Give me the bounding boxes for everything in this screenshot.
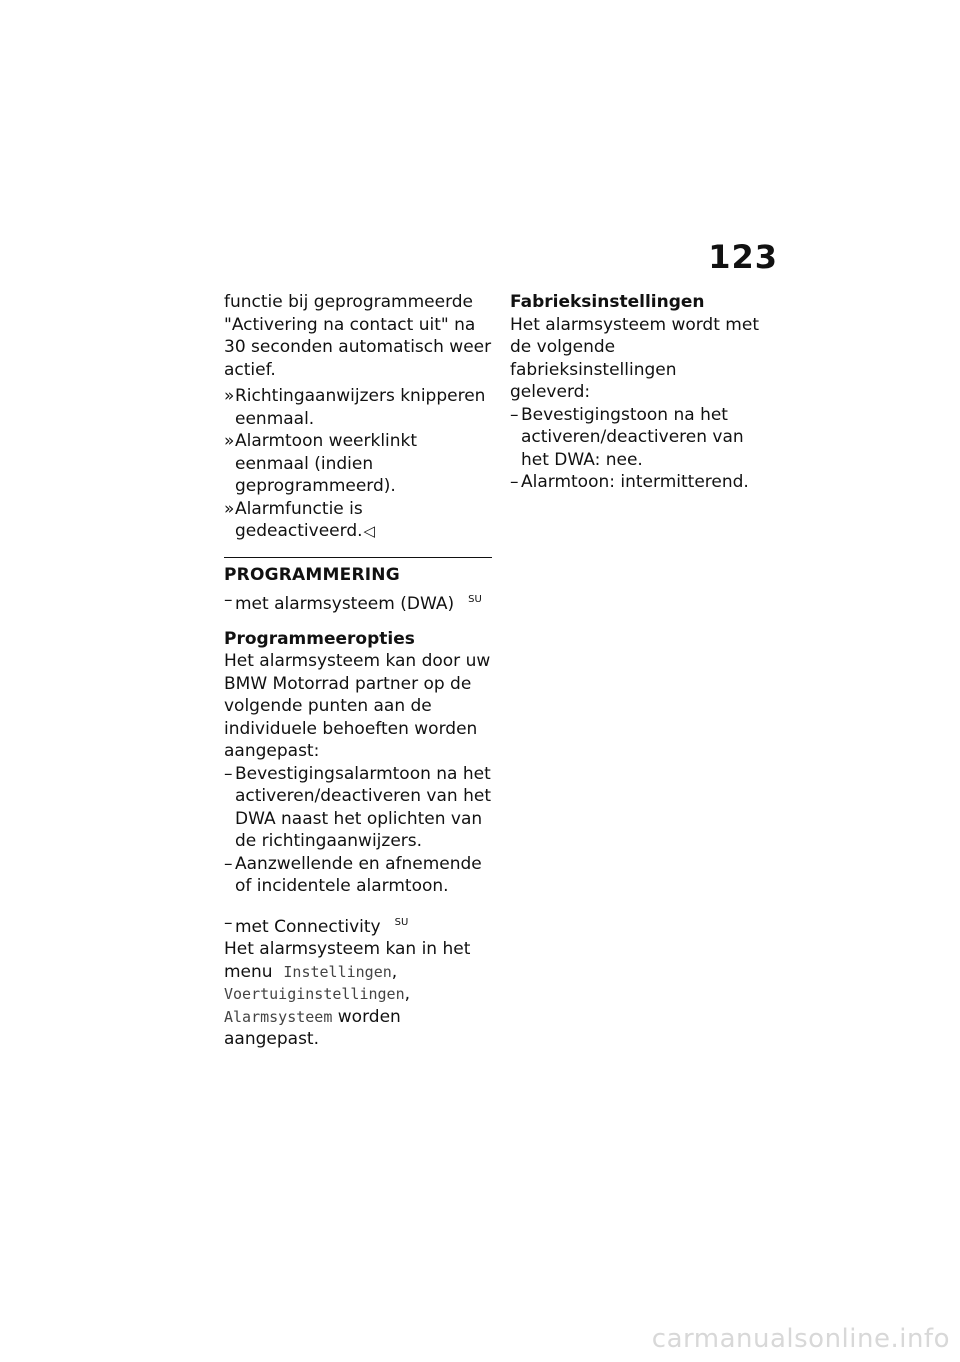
special-equipment-badge: SU bbox=[394, 916, 409, 928]
menu-suffix: worden aangepast. bbox=[224, 1006, 401, 1049]
menu-path-paragraph bbox=[224, 938, 492, 1051]
factory-settings-heading: Fabrieksinstellingen bbox=[510, 292, 705, 312]
equipment-note-dwa bbox=[224, 589, 492, 616]
equipment-text: met alarmsysteem (DWA) bbox=[235, 594, 455, 614]
equipment-text: met Connectivity bbox=[235, 916, 381, 937]
menu-prefix: Het alarmsysteem kan in het menu bbox=[224, 939, 471, 982]
menu-separator: , bbox=[391, 961, 398, 982]
result-item: » Richtingaanwijzers knipperen eenmaal. bbox=[224, 385, 492, 430]
list-item: – Bevestigingsalarmtoon na het activeren/deactiveren van het DWA naast het oplichten van de richtingaanwijzers. bbox=[224, 763, 492, 853]
options-intro: Het alarmsysteem kan door uw BMW Motorrad partner op de volgende punten aan de individuele behoeften worden aangepast: bbox=[224, 651, 491, 761]
intro-paragraph: functie bij geprogrammeerde "Activering na contact uit" na 30 seconden automatisch weer actief. bbox=[224, 292, 492, 380]
section-heading: PROGRAMMERING bbox=[224, 564, 400, 585]
list-item: – Bevestigingstoon na het activeren/deactiveren van het DWA: nee. bbox=[510, 404, 762, 472]
page-number: 123 bbox=[708, 238, 778, 276]
menu-item-instellingen: Instellingen bbox=[283, 962, 392, 981]
subsection-heading: Programmeeropties bbox=[224, 628, 415, 649]
result-item bbox=[224, 498, 492, 543]
right-column bbox=[510, 291, 762, 494]
result-item: » Alarmtoon weerklinkt eenmaal (indien geprogrammeerd). bbox=[224, 430, 492, 498]
special-equipment-badge: SU bbox=[468, 594, 482, 605]
result-text: Alarmfunctie is gedeactiveerd. bbox=[235, 498, 363, 541]
end-of-section-icon: ◁ bbox=[363, 522, 376, 540]
list-item: – Aanzwellende en afnemende of incidentele alarmtoon. bbox=[224, 853, 492, 898]
watermark: carmanualsonline.info bbox=[651, 1324, 950, 1354]
menu-item-voertuiginstellingen: Voertuiginstellingen bbox=[224, 985, 405, 1003]
section-divider bbox=[224, 557, 492, 558]
equipment-note-connectivity bbox=[224, 912, 492, 939]
menu-separator: , bbox=[404, 984, 411, 1004]
menu-item-alarmsysteem: Alarmsysteem bbox=[224, 1007, 333, 1026]
list-item: – Alarmtoon: intermitterend. bbox=[510, 471, 762, 494]
left-column bbox=[224, 291, 492, 1051]
factory-settings-intro: Het alarmsysteem wordt met de volgende fabrieksinstellingen geleverd: bbox=[510, 314, 759, 402]
